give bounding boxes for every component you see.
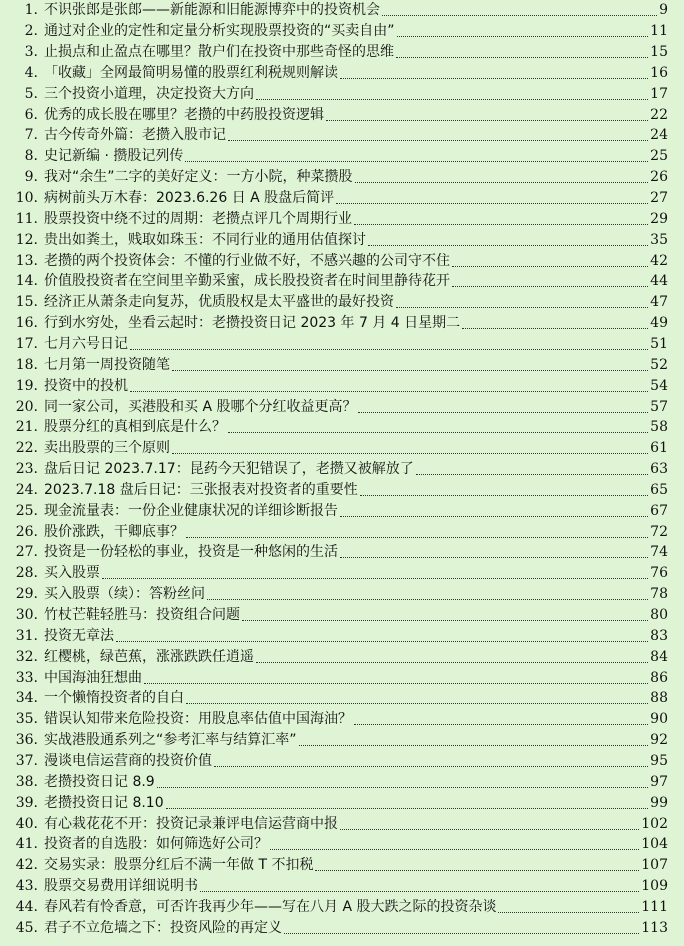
toc-entry-title[interactable]: 史记新编 · 攒股记列传 (44, 148, 184, 165)
toc-entry-number: 34. (15, 690, 38, 707)
toc-entry-page-number: 61 (650, 440, 668, 457)
toc-entry-title[interactable]: 价值股投资者在空间里辛勤采蜜，成长股投资者在时间里静待花开 (44, 273, 450, 290)
dot-leader (242, 619, 648, 621)
toc-entry[interactable] (0, 375, 684, 396)
toc-entry[interactable] (0, 813, 684, 834)
toc-entry-title[interactable]: 老攒投资日记 8.10 (44, 794, 164, 811)
toc-entry-title[interactable]: 行到水穷处，坐看云起时：老攒投资日记 2023 年 7 月 4 日星期二 (44, 315, 461, 332)
toc-entry-page-number: 83 (650, 627, 668, 644)
toc-entry[interactable] (0, 354, 684, 375)
dot-leader (358, 411, 648, 413)
dot-leader (462, 327, 648, 329)
dot-leader (340, 515, 648, 517)
toc-entry[interactable] (0, 438, 684, 459)
toc-entry-page-number: 107 (641, 857, 668, 874)
toc-entry[interactable] (0, 209, 684, 230)
toc-entry[interactable] (0, 688, 684, 709)
toc-entry-number: 18. (15, 356, 38, 373)
toc-entry-title[interactable]: 2023.7.18 盘后日记：三张报表对投资者的重要性 (44, 481, 358, 498)
dot-leader (130, 390, 648, 392)
dot-leader (340, 556, 648, 558)
toc-entry-number: 44. (15, 898, 38, 915)
toc-entry[interactable] (0, 876, 684, 897)
dot-leader (397, 35, 649, 37)
toc-entry-number: 43. (15, 878, 38, 895)
dot-leader (382, 14, 657, 16)
toc-entry[interactable] (0, 146, 684, 167)
dot-leader (144, 682, 648, 684)
toc-entry-number: 1. (24, 2, 38, 19)
toc-entry-page-number: 47 (650, 294, 668, 311)
toc-entry[interactable] (0, 63, 684, 84)
toc-entry-page-number: 49 (650, 315, 668, 332)
dot-leader (214, 765, 648, 767)
toc-entry-page-number: 76 (650, 565, 668, 582)
dot-leader (228, 431, 648, 433)
toc-entry-number: 15. (15, 294, 38, 311)
toc-entry-page-number: 102 (641, 815, 668, 832)
toc-entry-number: 19. (15, 377, 38, 394)
toc-entry-title[interactable]: 投资者的自选股：如何筛选好公司？ (44, 836, 268, 853)
toc-entry-number: 12. (15, 231, 38, 248)
toc-entry-title[interactable]: 三个投资小道理，决定投资大方向 (44, 85, 254, 102)
toc-entry[interactable] (0, 334, 684, 355)
dot-leader (326, 119, 648, 121)
toc-entry-number: 17. (15, 335, 38, 352)
toc-entry-number: 37. (15, 752, 38, 769)
toc-entry-title[interactable]: 投资中的投机 (44, 377, 128, 394)
toc-entry-page-number: 78 (650, 586, 668, 603)
toc-entry-title[interactable]: 红樱桃，绿芭蕉，涨涨跌跌任逍遥 (44, 648, 254, 665)
toc-entry-title[interactable]: 投资是一份轻松的事业，投资是一种悠闲的生活 (44, 544, 338, 561)
toc-entry-title[interactable]: 投资无章法 (44, 627, 114, 644)
toc-entry-page-number: 95 (650, 752, 668, 769)
toc-entry-number: 3. (24, 44, 38, 61)
toc-entry-number: 32. (15, 648, 38, 665)
toc-entry-page-number: 11 (650, 23, 668, 40)
toc-entry-number: 22. (15, 440, 38, 457)
toc-entry[interactable] (0, 605, 684, 626)
toc-entry[interactable] (0, 167, 684, 188)
toc-entry-page-number: 88 (650, 690, 668, 707)
toc-entry-page-number: 63 (650, 461, 668, 478)
dot-leader (396, 56, 648, 58)
toc-entry-number: 30. (15, 607, 38, 624)
toc-entry-page-number: 35 (650, 231, 668, 248)
toc-entry-number: 36. (15, 732, 38, 749)
toc-entry-number: 13. (15, 252, 38, 269)
toc-entry-title[interactable]: 不识张郎是张郎——新能源和旧能源博弈中的投资机会 (44, 2, 380, 19)
toc-entry-number: 24. (15, 481, 38, 498)
toc-entry-title[interactable]: 经济正从萧条走向复苏，优质股权是太平盛世的最好投资 (44, 294, 394, 311)
toc-entry-number: 5. (24, 85, 38, 102)
toc-entry[interactable] (0, 584, 684, 605)
toc-entry-number: 35. (15, 711, 38, 728)
toc-entry[interactable] (0, 188, 684, 209)
toc-entry-title[interactable]: 我对“余生”二字的美好定义：一方小院，种菜攒股 (44, 169, 353, 186)
toc-entry-page-number: 42 (650, 252, 668, 269)
toc-entry-title[interactable]: 春风若有怜香意，可否许我再少年——写在八月 A 股大跌之际的投资杂谈 (44, 898, 497, 915)
toc-entry-title[interactable]: 买入股票（续）：答粉丝问 (44, 586, 205, 603)
toc-entry[interactable] (0, 751, 684, 772)
dot-leader (172, 452, 648, 454)
toc-entry-page-number: 58 (650, 419, 668, 436)
toc-entry[interactable] (0, 730, 684, 751)
toc-entry-title[interactable]: 股价涨跌，干卿底事？ (44, 523, 184, 540)
toc-entry-number: 10. (15, 190, 38, 207)
toc-entry-title[interactable]: 一个懒惰投资者的自白 (44, 690, 184, 707)
dot-leader (207, 598, 648, 600)
toc-entry[interactable] (0, 480, 684, 501)
toc-entry[interactable] (0, 626, 684, 647)
toc-entry[interactable] (0, 792, 684, 813)
toc-entry-page-number: 99 (650, 794, 668, 811)
toc-entry-number: 7. (24, 127, 38, 144)
toc-entry-page-number: 29 (650, 210, 668, 227)
toc-entry-page-number: 97 (650, 773, 668, 790)
toc-entry-number: 11. (15, 210, 38, 227)
toc-entry-page-number: 113 (641, 919, 668, 936)
toc-entry-number: 21. (15, 419, 38, 436)
toc-entry-title[interactable]: 错误认知带来危险投资：用股息率估值中国海油？ (44, 711, 352, 728)
dot-leader (299, 744, 649, 746)
dot-leader (130, 348, 648, 350)
toc-entry-title[interactable]: 「收藏」全网最简明易懂的股票红利税规则解读 (44, 64, 338, 81)
toc-entry-page-number: 44 (650, 273, 668, 290)
toc-entry-number: 4. (24, 64, 38, 81)
toc-entry-page-number: 67 (650, 502, 668, 519)
toc-entry[interactable] (0, 0, 684, 21)
toc-entry-page-number: 17 (650, 85, 668, 102)
toc-entry-page-number: 72 (650, 523, 668, 540)
dot-leader (200, 890, 639, 892)
toc-entry[interactable] (0, 500, 684, 521)
toc-entry-page-number: 86 (650, 669, 668, 686)
toc-entry-number: 6. (24, 106, 38, 123)
toc-entry[interactable] (0, 104, 684, 125)
toc-entry-title[interactable]: 古今传奇外篇：老攒入股市记 (44, 127, 226, 144)
toc-entry-page-number: 9 (659, 2, 668, 19)
toc-entry-page-number: 24 (650, 127, 668, 144)
toc-entry-title[interactable]: 七月第一周投资随笔 (44, 356, 170, 373)
toc-entry[interactable] (0, 271, 684, 292)
toc-entry[interactable] (0, 646, 684, 667)
dot-leader (354, 723, 648, 725)
dot-leader (116, 640, 648, 642)
toc-entry-page-number: 16 (650, 64, 668, 81)
toc-entry-number: 27. (15, 544, 38, 561)
toc-entry-page-number: 57 (650, 398, 668, 415)
toc-entry-number: 28. (15, 565, 38, 582)
toc-entry-number: 42. (15, 857, 38, 874)
toc-entry-title[interactable]: 中国海油狂想曲 (44, 669, 142, 686)
toc-entry-title[interactable]: 漫谈电信运营商的投资价值 (44, 752, 212, 769)
dot-leader (256, 98, 648, 100)
toc-entry-page-number: 65 (650, 481, 668, 498)
toc-entry[interactable] (0, 125, 684, 146)
toc-entry-page-number: 111 (641, 898, 668, 915)
toc-entry-title[interactable]: 老攒投资日记 8.9 (44, 773, 155, 790)
toc-entry-page-number: 15 (650, 44, 668, 61)
toc-entry-number: 16. (15, 315, 38, 332)
toc-entry-number: 31. (15, 627, 38, 644)
toc-entry-number: 23. (15, 461, 38, 478)
toc-entry-title[interactable]: 通过对企业的定性和定量分析实现股票投资的“买卖自由” (44, 23, 395, 40)
toc-entry-number: 14. (15, 273, 38, 290)
dot-leader (360, 494, 648, 496)
dot-leader (354, 223, 648, 225)
toc-entry-title[interactable]: 老攒的两个投资体会：不懂的行业做不好，不感兴趣的公司守不住 (44, 252, 450, 269)
toc-entry-number: 25. (15, 502, 38, 519)
toc-entry-title[interactable]: 盘后日记 2023.7.17：昆药今天犯错误了，老攒又被解放了 (44, 461, 414, 478)
toc-entry-title[interactable]: 贵出如粪土，贱取如珠玉：不同行业的通用估值探讨 (44, 231, 366, 248)
toc-entry-page-number: 22 (650, 106, 668, 123)
dot-leader (368, 244, 648, 246)
dot-leader (256, 661, 648, 663)
toc-entry-number: 33. (15, 669, 38, 686)
toc-entry-page-number: 92 (650, 732, 668, 749)
toc-entry[interactable] (0, 459, 684, 480)
dot-leader (186, 536, 648, 538)
toc-entry-page-number: 51 (650, 335, 668, 352)
toc-entry-title[interactable]: 有心栽花花不开：投资记录兼评电信运营商中报 (44, 815, 338, 832)
dot-leader (166, 807, 649, 809)
toc-entry[interactable] (0, 42, 684, 63)
toc-entry[interactable] (0, 521, 684, 542)
toc-entry-page-number: 25 (650, 148, 668, 165)
toc-entry-title[interactable]: 股票分红的真相到底是什么？ (44, 419, 226, 436)
toc-entry-title[interactable]: 君子不立危墙之下：投资风险的再定义 (44, 919, 282, 936)
toc-entry[interactable] (0, 834, 684, 855)
toc-entry-title[interactable]: 七月六号日记 (44, 335, 128, 352)
toc-entry[interactable] (0, 229, 684, 250)
toc-entry[interactable] (0, 21, 684, 42)
toc-entry-page-number: 80 (650, 607, 668, 624)
dot-leader (315, 869, 639, 871)
toc-entry-number: 2. (24, 23, 38, 40)
toc-entry-title[interactable]: 病树前头万木春：2023.6.26 日 A 股盘后简评 (44, 190, 335, 207)
toc-entry-number: 9. (24, 169, 38, 186)
dot-leader (355, 181, 649, 183)
toc-entry-number: 8. (24, 148, 38, 165)
toc-entry[interactable] (0, 667, 684, 688)
toc-entry[interactable] (0, 771, 684, 792)
toc-entry-title[interactable]: 竹杖芒鞋轻胜马：投资组合问题 (44, 607, 240, 624)
toc-entry-number: 39. (15, 794, 38, 811)
toc-entry-title[interactable]: 股票交易费用详细说明书 (44, 878, 198, 895)
toc-entry-number: 38. (15, 773, 38, 790)
dot-leader (452, 285, 648, 287)
toc-entry-page-number: 109 (641, 878, 668, 895)
toc-entry-page-number: 74 (650, 544, 668, 561)
toc-entry[interactable] (0, 563, 684, 584)
toc-entry-number: 41. (15, 836, 38, 853)
toc-entry[interactable] (0, 855, 684, 876)
toc-entry-title[interactable]: 买入股票 (44, 565, 100, 582)
toc-entry-page-number: 52 (650, 356, 668, 373)
toc-entry-number: 20. (15, 398, 38, 415)
toc-entry-title[interactable]: 止损点和止盈点在哪里？散户们在投资中那些奇怪的思维 (44, 44, 394, 61)
toc-entry-title[interactable]: 同一家公司，买港股和买 A 股哪个分红收益更高？ (44, 398, 357, 415)
toc-entry-page-number: 27 (650, 190, 668, 207)
toc-entry[interactable] (0, 542, 684, 563)
dot-leader (172, 369, 648, 371)
dot-leader (336, 202, 648, 204)
toc-entry-page-number: 26 (650, 169, 668, 186)
dot-leader (102, 577, 648, 579)
toc-entry[interactable] (0, 396, 684, 417)
dot-leader (396, 306, 648, 308)
dot-leader (284, 932, 639, 934)
toc-entry-number: 40. (15, 815, 38, 832)
toc-entry[interactable] (0, 917, 684, 938)
toc-entry[interactable] (0, 897, 684, 918)
toc-entry-title[interactable]: 卖出股票的三个原则 (44, 440, 170, 457)
toc-entry-page-number: 90 (650, 711, 668, 728)
toc-entry-title[interactable]: 交易实录：股票分红后不满一年做 T 不扣税 (44, 857, 314, 874)
dot-leader (498, 911, 639, 913)
toc-entry[interactable] (0, 417, 684, 438)
dot-leader (186, 702, 648, 704)
toc-entry[interactable] (0, 83, 684, 104)
dot-leader (185, 160, 648, 162)
dot-leader (340, 828, 639, 830)
toc-entry-title[interactable]: 现金流量表：一份企业健康状况的详细诊断报告 (44, 502, 338, 519)
toc-entry-title[interactable]: 实战港股通系列之“参考汇率与结算汇率” (44, 732, 297, 749)
toc-entry-number: 45. (15, 919, 38, 936)
toc-entry[interactable] (0, 292, 684, 313)
toc-entry-title[interactable]: 股票投资中绕不过的周期：老攒点评几个周期行业 (44, 210, 352, 227)
dot-leader (270, 848, 639, 850)
dot-leader (452, 265, 648, 267)
dot-leader (340, 77, 648, 79)
toc-entry-page-number: 104 (641, 836, 668, 853)
toc-entry-page-number: 54 (650, 377, 668, 394)
toc-entry-number: 29. (15, 586, 38, 603)
toc-entry-page-number: 84 (650, 648, 668, 665)
dot-leader (416, 473, 648, 475)
toc-entry[interactable] (0, 250, 684, 271)
toc-entry[interactable] (0, 709, 684, 730)
toc-entry[interactable] (0, 313, 684, 334)
toc-entry-number: 26. (15, 523, 38, 540)
toc-entry-title[interactable]: 优秀的成长股在哪里？老攒的中药股投资逻辑 (44, 106, 324, 123)
dot-leader (228, 139, 648, 141)
dot-leader (157, 786, 648, 788)
